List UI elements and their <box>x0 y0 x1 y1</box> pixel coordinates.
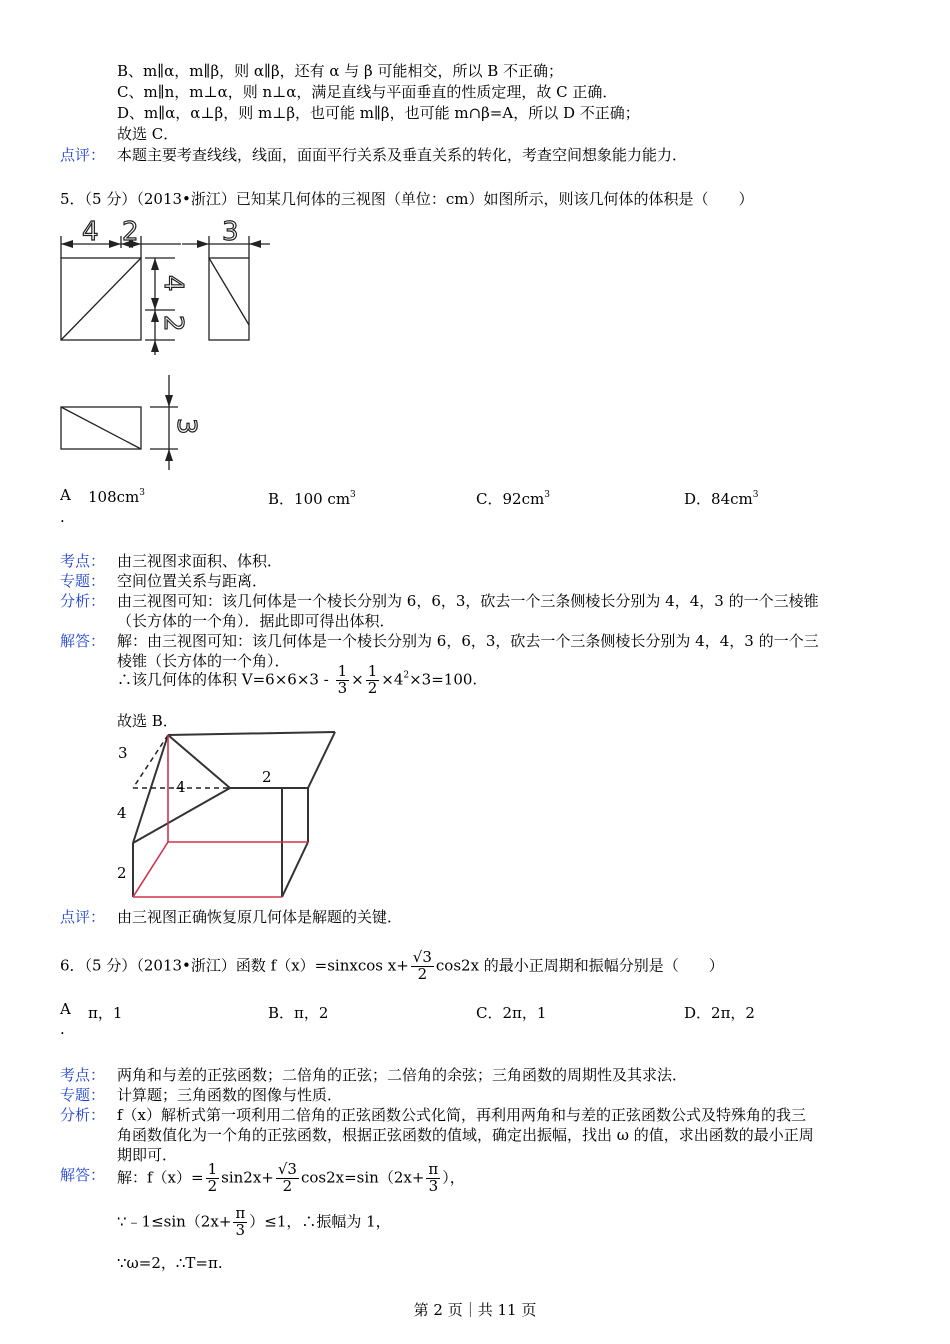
solid-edge <box>168 732 335 735</box>
option-a-letter: A <box>60 486 71 504</box>
option-c-analysis: C、m∥n，m⊥α，则 n⊥α，满足直线与平面垂直的性质定理，故 C 正确． <box>117 83 618 101</box>
option-d-analysis: D、m∥α，α⊥β，则 m⊥β，也可能 m∥β，也可能 m∩β=A，所以 D 不正确； <box>117 104 640 122</box>
volume-formula: ∴该几何体的体积 V=6×6×3 - $\frac{1}{3}$ × $\frac{1}{2}$ $\times 4^2\times 3=100$. <box>117 662 478 697</box>
question-6-stem: 6．（5 分）（2013•浙江）函数 f（x）=sinxcos x+ $\frac{√3}{2}$ cos2x 的最小正周期和振幅分别是（ ） <box>60 948 724 983</box>
question-5-stem: 5．（5 分）（2013•浙江）已知某几何体的三视图（单位：cm）如图所示，则该几何体的体积是（ ） <box>60 190 754 208</box>
solution-line-2: ∵﹣1≤sin（2x+ $\frac{\pi}{3}$ ）≤1，∴振幅为 1， <box>117 1204 391 1239</box>
option-a-letter: A <box>60 1000 71 1018</box>
solid-hidden-edge <box>133 735 168 788</box>
answer-choice: 故选 C． <box>117 125 179 143</box>
dim-label-2: 2 <box>122 217 139 247</box>
dim-label-4: 4 <box>82 217 99 247</box>
kaodian-text: 两角和与差的正弦函数；二倍角的正弦；二倍角的余弦；三角函数的周期性及其求法． <box>117 1066 688 1084</box>
solid-edge <box>308 732 335 788</box>
option-b-analysis: B、m∥α，m∥β，则 α∥β，还有 α 与 β 可能相交，所以 B 不正确； <box>117 62 564 80</box>
zhuanti-label: 专题： <box>60 572 106 590</box>
option-d: D．$84cm^3$ <box>684 490 759 508</box>
dim-label-2-vertical: 2 <box>158 315 188 332</box>
comment-label: 点评： <box>60 146 106 164</box>
answer-choice-b: 故选 B． <box>117 712 178 730</box>
option-b: B．100 $cm^3$ <box>268 490 356 508</box>
zhuanti-text: 空间位置关系与距离． <box>117 572 268 590</box>
option-a: π，1 <box>88 1004 123 1022</box>
zhuanti-label: 专题： <box>60 1086 106 1104</box>
option-c: C．$92cm^3$ <box>476 490 550 508</box>
fenxi-label: 分析： <box>60 1106 106 1124</box>
fenxi-line: f（x）解析式第一项利用二倍角的正弦函数公式化简，再利用两角和与差的正弦函数公式及特殊角的我三 <box>117 1106 807 1124</box>
fenxi-line: 期即可． <box>117 1146 178 1164</box>
fenxi-line: 由三视图可知：该几何体是一个棱长分别为 6，6，3，砍去一个三条侧棱长分别为 4，4，3 的一个三棱锥 <box>117 592 819 610</box>
dim-label-4-vertical: 4 <box>158 275 188 292</box>
dim-label-3-vertical: 3 <box>171 418 201 435</box>
option-a-dot: . <box>60 1020 65 1038</box>
solid-label-4: 4 <box>176 778 186 796</box>
jieda-label: 解答： <box>60 632 106 650</box>
zhuanti-text: 计算题；三角函数的图像与性质． <box>117 1086 343 1104</box>
fenxi-line: 角函数值化为一个角的正弦函数，根据正弦函数的值域，确定出振幅，找出 ω 的值，求出函数的最小正周 <box>117 1126 814 1144</box>
page-footer: 第 2 页｜共 11 页 <box>413 1301 537 1319</box>
solid-label-3: 3 <box>118 744 128 762</box>
solution-line-3: ∵ω=2，∴T=π. <box>117 1254 223 1272</box>
option-b: B．π，2 <box>268 1004 329 1022</box>
option-a: $108cm^3$ <box>88 488 145 506</box>
jieda-line: 棱锥（长方体的一个角）． <box>117 652 290 670</box>
fenxi-label: 分析： <box>60 592 106 610</box>
solid-red-edge <box>133 842 168 897</box>
jieda-line: 解：由三视图可知：该几何体是一个棱长分别为 6，6，3，砍去一个三条侧棱长分别为 4，4，3 的一个三 <box>117 632 819 650</box>
option-a-dot: . <box>60 508 65 526</box>
comment-text: 由三视图正确恢复原几何体是解题的关键． <box>117 908 403 926</box>
kaodian-label: 考点： <box>60 1066 106 1084</box>
option-c: C．2π，1 <box>476 1004 547 1022</box>
comment-text: 本题主要考查线线，线面，面面平行关系及垂直关系的转化，考查空间想象能力能力． <box>117 146 688 164</box>
solid-label-2: 2 <box>262 768 272 786</box>
solid-label-2-left: 2 <box>117 864 127 882</box>
kaodian-label: 考点： <box>60 552 106 570</box>
fenxi-line: （长方体的一个角）．据此即可得出体积． <box>117 612 395 630</box>
dim-label-3: 3 <box>222 217 239 247</box>
comment-label: 点评： <box>60 908 106 926</box>
jieda-label: 解答： <box>60 1166 106 1184</box>
kaodian-text: 由三视图求面积、体积． <box>117 552 283 570</box>
option-d: D．2π，2 <box>684 1004 755 1022</box>
solid-label-4-left: 4 <box>117 804 127 822</box>
solid-edge <box>282 842 308 897</box>
solution-line-1: 解：f（x）= $\frac{1}{2}$ sin2x+ $\frac{√3}{2}$ cos2x=sin（2x+ $\frac{\pi}{3}$ ）， <box>117 1160 465 1195</box>
